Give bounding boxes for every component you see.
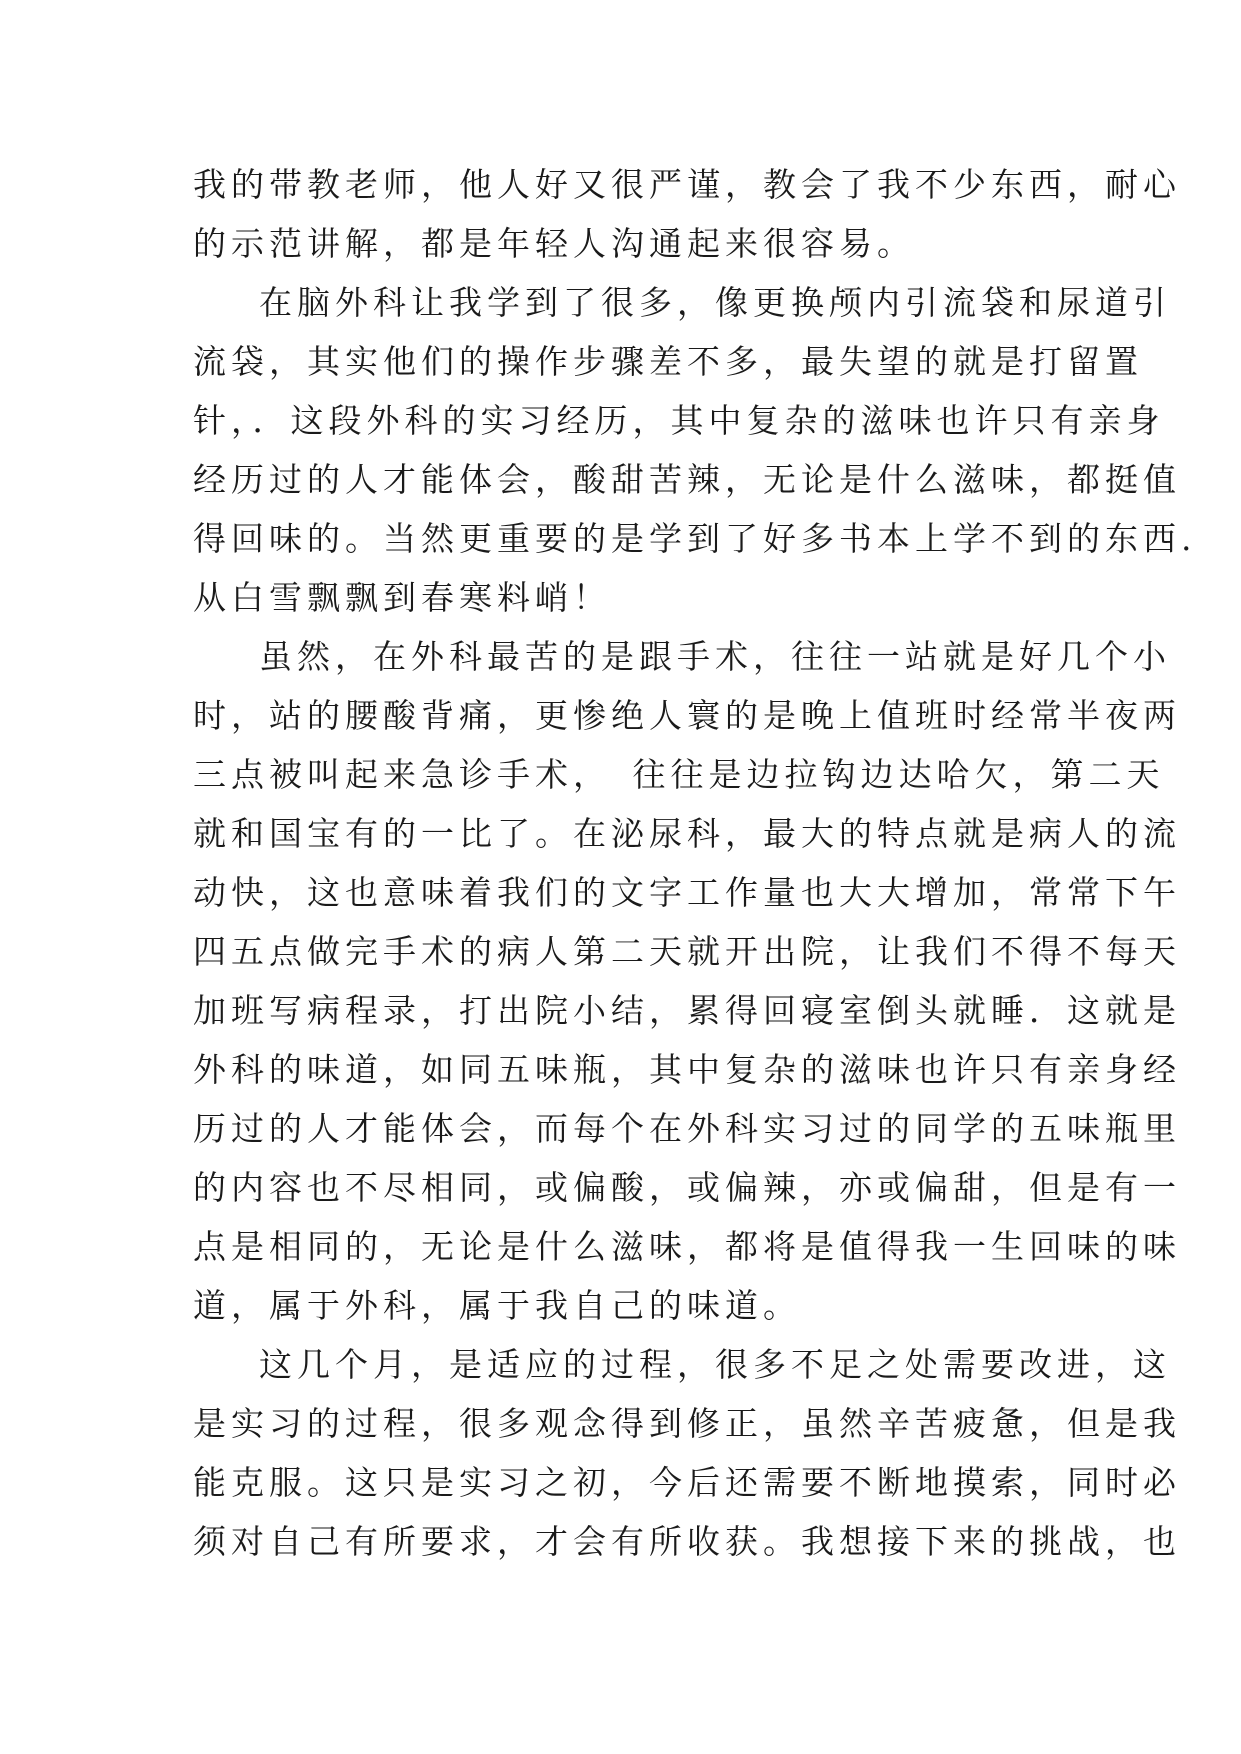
text-line: 能克服。这只是实习之初，今后还需要不断地摸索，同时必 — [193, 1463, 1181, 1502]
text-line: 这几个月，是适应的过程，很多不足之处需要改进，这 — [259, 1345, 1171, 1384]
text-line: 道，属于外科，属于我自己的味道。 — [193, 1286, 801, 1325]
text-line: 须对自己有所要求，才会有所收获。我想接下来的挑战，也 — [193, 1522, 1181, 1561]
text-line: 经历过的人才能体会，酸甜苦辣，无论是什么滋味，都挺值 — [193, 460, 1181, 499]
text-line: 动快，这也意味着我们的文字工作量也大大增加，常常下午 — [193, 873, 1181, 912]
text-line: 时，站的腰酸背痛，更惨绝人寰的是晚上值班时经常半夜两 — [193, 696, 1181, 735]
text-line: 针，．这段外科的实习经历，其中复杂的滋味也许只有亲身 — [193, 401, 1165, 440]
text-line: 四五点做完手术的病人第二天就开出院，让我们不得不每天 — [193, 932, 1181, 971]
text-line: 是实习的过程，很多观念得到修正，虽然辛苦疲惫，但是我 — [193, 1404, 1181, 1443]
text-line: 点是相同的，无论是什么滋味，都将是值得我一生回味的味 — [193, 1227, 1181, 1266]
text-line: 三点被叫起来急诊手术， 往往是边拉钩边达哈欠，第二天 — [193, 755, 1165, 794]
text-line: 加班写病程录，打出院小结，累得回寝室倒头就睡．这就是 — [193, 991, 1181, 1030]
text-line: 外科的味道，如同五味瓶，其中复杂的滋味也许只有亲身经 — [193, 1050, 1181, 1089]
body-text — [193, 155, 1197, 1571]
text-line: 在脑外科让我学到了很多，像更换颅内引流袋和尿道引 — [259, 283, 1171, 322]
text-line: 的示范讲解，都是年轻人沟通起来很容易。 — [193, 224, 915, 263]
text-line: 虽然，在外科最苦的是跟手术，往往一站就是好几个小 — [259, 637, 1171, 676]
text-line: 我的带教老师，他人好又很严谨，教会了我不少东西，耐心 — [193, 165, 1181, 204]
text-line: 就和国宝有的一比了。在泌尿科，最大的特点就是病人的流 — [193, 814, 1181, 853]
text-line: 流袋，其实他们的操作步骤差不多，最失望的就是打留置 — [193, 342, 1143, 381]
text-line: 的内容也不尽相同，或偏酸，或偏辣，亦或偏甜，但是有一 — [193, 1168, 1181, 1207]
text-line: 从白雪飘飘到春寒料峭！ — [193, 578, 611, 617]
text-line: 历过的人才能体会，而每个在外科实习过的同学的五味瓶里 — [193, 1109, 1181, 1148]
text-line: 得回味的。当然更重要的是学到了好多书本上学不到的东西. — [193, 519, 1197, 558]
